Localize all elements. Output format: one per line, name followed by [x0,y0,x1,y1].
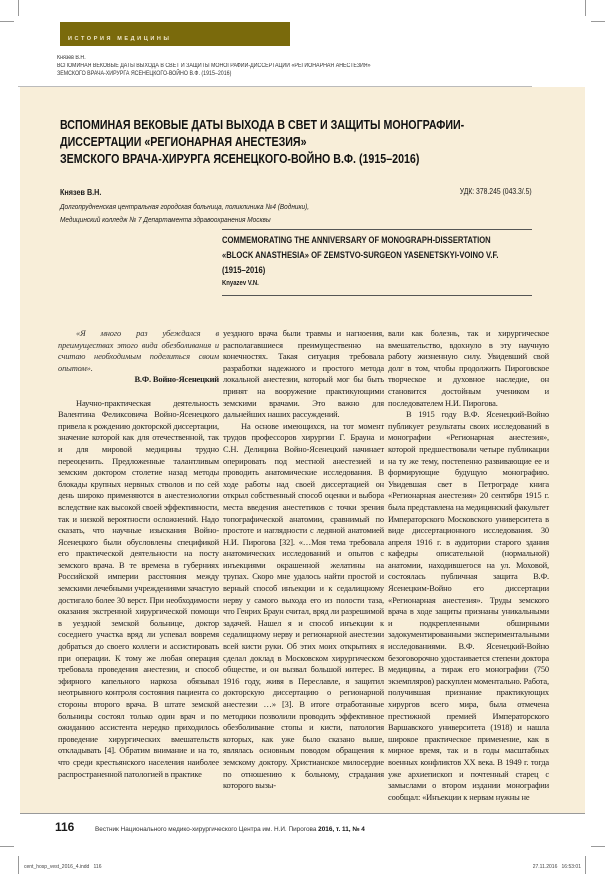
crop-mark [585,0,586,16]
article-title: ЗЕМСКОГО ВРАЧА-ХИРУРГА ЯСЕНЕЦКОГО-ВОЙНО В.Ф. (1915–2016) [60,151,420,166]
paragraph: На основе имеющихся, на тот момент трудов профессоров хирургии Г. Брауна и С.Н. Делицина Войно-Ясенецкий начинает оперировать под местной анестезией и проводить анатомические исследования. В ходе работы над своей диссертацией он открыл собственный способ оценки и выбора места введения анестетиков с точки зрения топографической анатомии, сравнимый по простоте и наглядности с ледяной анатомией Н.И. Пирогова [32]. «…Моя тема требовала анатомических исследований и опытов с инъекциями окрашенной желатины на трупах. Скоро мне удалось найти простой и верный способ инъекции и к седалищному нерву у самого выхода его из полости таза, что Генрих Браун считал, вряд ли разрешимой задачей. Нашел я и способ инъекции к седалищному нерву и регионарной анестезии всей кисти руки. Об этих моих открытиях я сделал доклад в Московском хирургическом обществе, и он вызвал большой интерес. В 1916 году, живя в Переславле, я защитил докторскую диссертацию о регионарной анестезии …» [3]. В итоге отработанные методики позволили проводить эффективное обезболивание стопы и кисти, патология которых, как уже было сказано выше, являлась основным поводом обращения к земскому доктору. Христианское милосердие по отношению к больному, страдания которого вызы- [223,420,384,791]
paragraph: вали как болезнь, так и хирургическое вмешательство, вдохнуло в эту научную работу жизненную силу. Увидевший свой долг в том, чтобы продолжить Пироговское творческое и духовное наследие, он становится достойным учеником и последователем Н.И. Пирогова. [388,328,549,408]
divider [222,295,532,296]
divider [222,229,532,230]
slug-date: 27.11.2016 16:53:01 [532,864,581,871]
body-column-1 [58,328,219,780]
epigraph: «Я много раз убеждался в преимуществах этого вида обезболивания и считаю необходимым поделиться своим опытом». [58,328,219,373]
body-column-2 [223,328,384,792]
crop-mark [585,856,586,874]
article-title: ВСПОМИНАЯ ВЕКОВЫЕ ДАТЫ ВЫХОДА В СВЕТ И ЗАЩИТЫ МОНОГРАФИИ- [60,117,465,132]
journal-footer [95,826,365,834]
crop-mark [18,856,19,874]
running-head-author: Князев В.Н. [57,55,86,61]
body-column-3 [388,328,549,803]
running-head-title: ВСПОМИНАЯ ВЕКОВЫЕ ДАТЫ ВЫХОДА В СВЕТ И ЗАЩИТЫ МОНОГРАФИИ-ДИССЕРТАЦИИ «РЕГИОНАРНАЯ АНЕСТЕЗИЯ» [57,63,371,69]
english-title: «BLOCK ANASTHESIA» OF ZEMSTVO-SURGEON YASENETSKYI-VOINO V.F. [222,250,499,260]
journal-name: Вестник Национального медико-хирургического Центра им. Н.И. Пирогова [95,826,317,834]
affiliation: Долгопрудненская центральная городская больница, поликлиника №4 (Водники), [60,202,310,211]
crop-mark [0,21,14,22]
crop-mark [0,846,14,847]
paragraph: Научно-практическая деятельность Валентина Феликсовича Войно-Ясенецкого привела к рождению докторской диссертации, значение которой как для отечественной, так и для мировой медицины трудно переоценить. Предложенные талантливым земским доктором столетие назад методы блокады крупных нервных стволов и по сей день широко применяются в анестезиологии вследствие как высокой своей эффективности, так и низкой вероятности осложнений. Надо сказать, что научные изыскания Войно-Ясенецкого были обусловлены спецификой его практической деятельности на посту земского врача. В те времена в губерниях Российской империи расстояния между земскими лечебными учреждениями зачастую достигало более 30 верст. При необходимости оказания экстренной хирургической помощи в уездной земской больнице, доктор соседнего участка вряд ли успевал вовремя добраться до своего коллеги и ассистировать при операции. К тому же любая операция требовала проведения анестезии, и способ эфирного капельного наркоза обязывал неотрывного контроля состояния пациента со стороны второго врача. В штате земской больницы состоял только один врач и по ожиданию ассистента нередко приходилось проведение хирургических вмешательств откладывать [4]. Обратим внимание и на то, что среди крестьянского населения наиболее распространенной патологией в практике [58,397,219,779]
crop-mark [591,21,605,22]
affiliation: Медицинский колледж № 7 Департамента здравоохранения Москвы [60,215,271,224]
slug-file: cent_hosp_vest_2016_4.indd 116 [24,864,102,871]
slug-area [0,844,605,884]
epigraph-author: В.Ф. Войно-Ясенецкий [134,374,219,385]
english-author: Knyazev V.N. [222,280,259,287]
article-title: ДИССЕРТАЦИИ «РЕГИОНАРНАЯ АНЕСТЕЗИЯ» [60,134,307,149]
article-body [20,323,585,814]
crop-mark [18,0,19,16]
udk-code: УДК: 378.245 (043.3/.5) [460,187,532,196]
english-title: (1915–2016) [222,265,266,275]
crop-mark [591,846,605,847]
running-head-title: ЗЕМСКОГО ВРАЧА-ХИРУРГА ЯСЕНЕЦКОГО-ВОЙНО В.Ф. (1915–2016) [57,71,232,77]
paragraph: В 1915 году В.Ф. Ясенецкий-Войно публикует результаты своих исследований в монографии «Регионарная анестезия», которой предшествовали четыре публикации на ту же тему, постепенно развивающие ее и формирующие будущую монографию. Увидевшая свет в Петрограде книга «Регионарная анестезия» 20 сентября 1915 г. была представлена на медицинский факультет Императорского Московского университета в виде диссертационного исследования. 30 апреля 1916 г. в аудитории старого здания кафедры описательной (нормальной) анатомии, находившегося на ул. Моховой, состоялась публичная защита В.Ф. Ясенецким-Войно его диссертации «Регионарная анестезия». Труды земского врача в ходе защиты признаны уникальными и подкрепленными обширными задокументированными экспериментальными исследованиями. В.Ф. Ясенецкий-Войно безоговорочно удостаивается степени доктора медицины, а тираж его монографии (750 экземпляров) раскуплен моментально. Работа, получившая признание практикующих хирургов всего мира, была отмечена престижной премией Императорского Варшавского университета (1918) и нашла широкое практическое применение, как в мирное время, так и в годы масштабных военных конфликтов XX века. В 1949 г. тогда уже архиепископ и почтенный старец с замыслами о втором издании монографии сообщал: «Инъекции к нервам нужны не [388,409,549,802]
section-band: ИСТОРИЯ МЕДИЦИНЫ [60,22,290,46]
page-footer [0,814,605,844]
paragraph: уездного врача были травмы и нагноения, располагавшиеся преимущественно на конечностях. Такая ситуация требовала разработки надежного и простого метода локальной анестезии, который мог бы быть принят на вооружение практикующими земскими врачами. Это важно для дальнейших наших рассуждений. [223,328,384,420]
journal-issue: 2016, т. 11, № 4 [318,826,365,834]
english-title: COMMEMORATING THE ANNIVERSARY OF MONOGRAPH-DISSERTATION [222,235,491,245]
lower-section [0,323,605,884]
page-number: 116 [55,820,75,835]
author: Князев В.Н. [60,187,102,197]
